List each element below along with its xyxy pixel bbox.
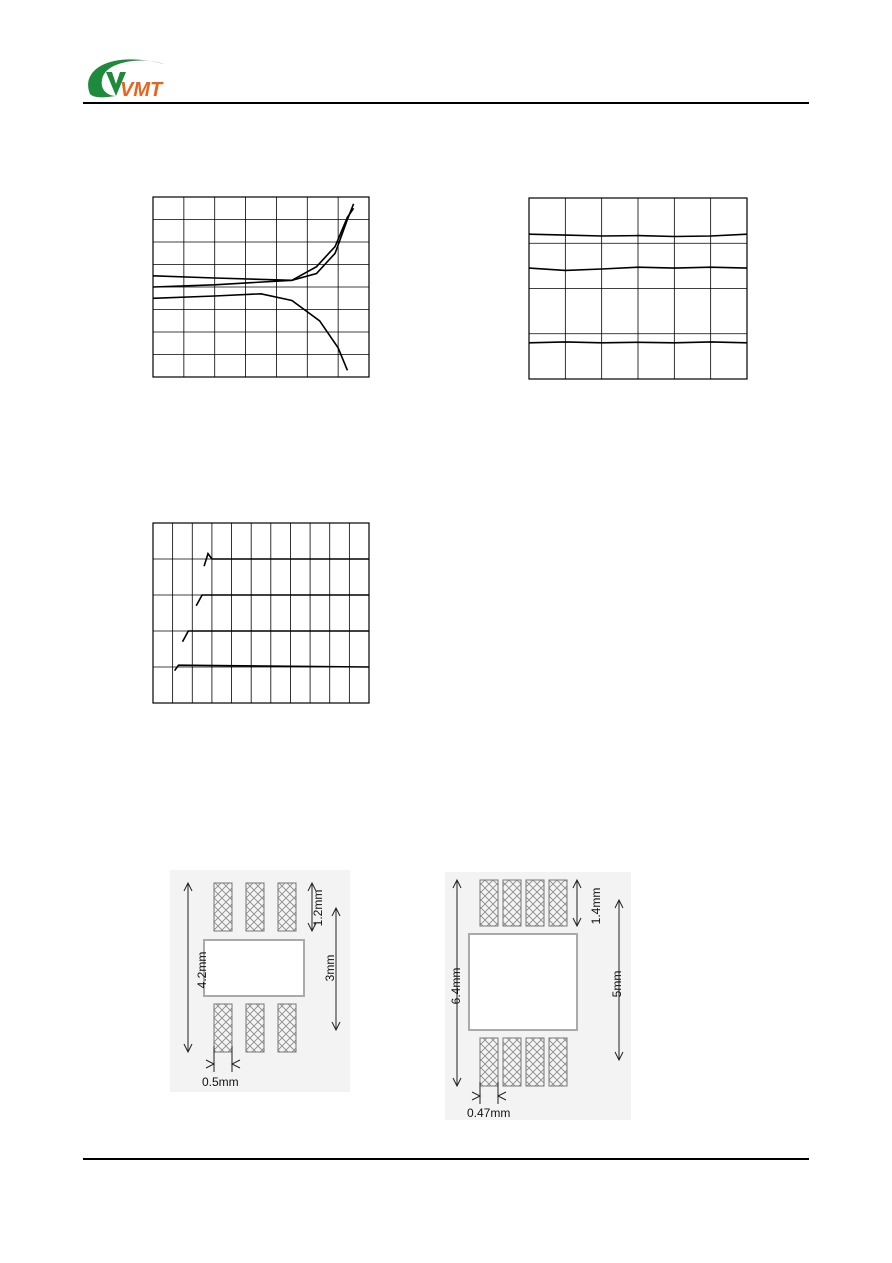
body-width-label: 5mm [610,970,624,998]
pad [549,880,567,926]
bottom-pads [214,1004,296,1052]
logo-text: VMT [120,79,163,101]
pad [526,880,544,926]
pad [503,880,521,926]
pad [214,883,232,931]
header-rule [83,102,809,104]
footer-rule [83,1158,809,1160]
chart-2 [528,197,748,380]
series-line-level-low [529,342,747,343]
package-footprint-right [445,872,631,1120]
pad [480,1038,498,1086]
pad-length-label: 1.4mm [589,887,603,925]
package-body [204,940,304,996]
pad-length-label: 1.2mm [311,889,325,927]
plot-frame [153,523,369,703]
pitch-label: 0.5mm [202,1075,239,1089]
pad [480,880,498,926]
chart-3 [152,522,370,704]
company-logo [80,50,170,102]
pad [278,1004,296,1052]
pitch-label: 0.47mm [467,1106,511,1120]
pad [503,1038,521,1086]
package-footprint-left [170,870,350,1092]
height-label: 6.4mm [449,967,463,1005]
pad [526,1038,544,1086]
height-label: 4.2mm [195,951,209,989]
pad [214,1004,232,1052]
body-width-label: 3mm [323,954,337,982]
pad [246,1004,264,1052]
pad [278,883,296,931]
pad [549,1038,567,1086]
top-pads [214,883,296,931]
package-body [469,934,577,1030]
pad [246,883,264,931]
chart-1 [152,196,370,378]
